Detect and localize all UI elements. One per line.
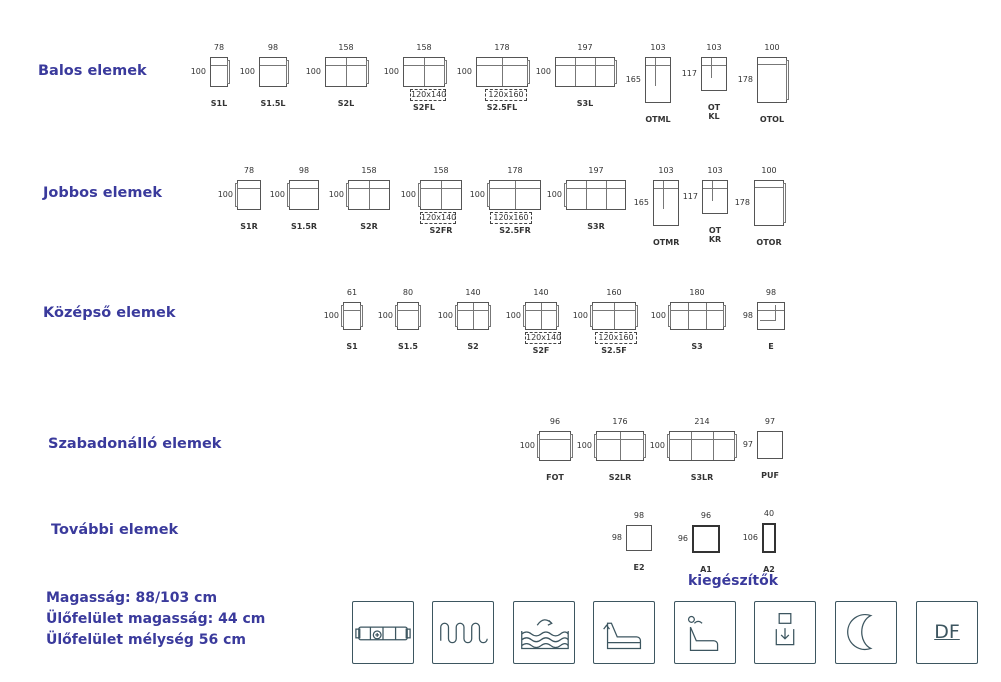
module-outline <box>348 180 390 210</box>
module-outline <box>397 302 419 330</box>
module-seat-divider <box>473 303 474 329</box>
module-code-label: FOT <box>546 473 564 482</box>
module-width-label: 61 <box>346 288 358 297</box>
module-armrest <box>395 305 398 327</box>
module-depth-label: 100 <box>505 311 521 320</box>
spec-seat-height: Ülőfelület magasság: 44 cm <box>46 611 266 627</box>
module-puf <box>727 417 813 491</box>
modular-sofa-icon <box>352 601 414 664</box>
module-width-label: 158 <box>416 43 432 52</box>
module-outline <box>757 302 785 330</box>
module-seat-divider <box>713 432 714 460</box>
module-outline <box>210 57 228 87</box>
module-code-label: S2.5FL <box>486 103 518 112</box>
module-width-label: 78 <box>243 166 255 175</box>
module-outline <box>343 302 361 330</box>
module-armrest <box>537 434 540 458</box>
module-bed-size: 120x160 <box>595 332 637 344</box>
module-corner-line <box>711 58 712 78</box>
module-otor <box>724 166 814 258</box>
module-depth-label: 100 <box>572 311 588 320</box>
module-code-label: S2 <box>467 342 479 351</box>
module-depth-label: 100 <box>328 190 344 199</box>
module-armrest <box>783 183 786 223</box>
module-seat-divider <box>346 58 347 86</box>
module-width-label: 97 <box>764 417 776 426</box>
module-depth-label: 100 <box>650 311 666 320</box>
module-depth-label: 100 <box>649 441 665 450</box>
module-backrest-line <box>290 188 318 189</box>
module-seat-divider <box>706 303 707 329</box>
module-code-label: S2FR <box>429 226 453 235</box>
module-outline <box>757 57 787 103</box>
module-armrest <box>418 183 421 207</box>
module-code-label: S1.5 <box>398 342 418 351</box>
module-width-label: 176 <box>612 417 628 426</box>
module-outline <box>645 57 671 103</box>
module-backrest-line <box>344 310 360 311</box>
module-seat-divider <box>614 303 615 329</box>
module-depth-label: 100 <box>269 190 285 199</box>
module-seat-divider <box>586 181 587 209</box>
module-width-label: 98 <box>298 166 310 175</box>
module-width-label: 158 <box>433 166 449 175</box>
module-depth-label: 165 <box>633 198 649 207</box>
module-outline <box>692 525 720 553</box>
module-outline <box>476 57 528 87</box>
module-seat-divider <box>688 303 689 329</box>
module-code-label: S2F <box>532 346 550 355</box>
module-code-label: S1.5R <box>290 222 318 231</box>
module-width-label: 178 <box>494 43 510 52</box>
module-armrest <box>488 305 491 327</box>
module-backrest-line <box>670 439 734 440</box>
module-seat-divider <box>502 58 503 86</box>
module-e <box>727 288 815 362</box>
module-width-label: 98 <box>765 288 777 297</box>
module-armrest <box>635 305 638 327</box>
module-code-label: S2.5F <box>601 346 627 355</box>
section-title-freestanding: Szabadonálló elemek <box>48 436 222 452</box>
module-width-label: 100 <box>761 166 777 175</box>
module-code-label: S3LR <box>690 473 714 482</box>
module-backrest-line <box>398 310 418 311</box>
module-depth-label: 100 <box>576 441 592 450</box>
module-code-label: OTOR <box>756 238 782 247</box>
module-code-label: PUF <box>761 471 779 480</box>
module-depth-label: 100 <box>383 67 399 76</box>
module-depth-label: 106 <box>742 533 758 542</box>
module-width-label: 140 <box>533 288 549 297</box>
module-depth-label: 100 <box>323 311 339 320</box>
df-logo-text: DF <box>934 621 960 643</box>
module-outline <box>626 525 652 551</box>
module-width-label: 160 <box>606 288 622 297</box>
module-outline <box>754 180 784 226</box>
module-outline <box>325 57 367 87</box>
module-outline <box>669 431 735 461</box>
module-armrest <box>487 183 490 207</box>
module-seat-divider <box>620 432 621 460</box>
module-armrest <box>346 183 349 207</box>
module-outline <box>596 431 644 461</box>
module-depth-label: 165 <box>625 75 641 84</box>
module-corner-line <box>663 181 664 209</box>
module-armrest <box>235 183 238 207</box>
module-armrest <box>455 305 458 327</box>
module-code-label: OTOL <box>759 115 785 124</box>
module-outline <box>670 302 724 330</box>
section-title-right: Jobbos elemek <box>43 185 162 201</box>
module-width-label: 178 <box>507 166 523 175</box>
module-width-label: 98 <box>267 43 279 52</box>
module-code-label: S2L <box>337 99 355 108</box>
module-corner-line <box>655 58 656 86</box>
module-backrest-line <box>646 65 670 66</box>
module-width-label: 103 <box>658 166 674 175</box>
section-title-additional: További elemek <box>51 522 179 538</box>
module-outline <box>762 523 776 553</box>
module-depth-label: 100 <box>190 67 206 76</box>
module-code-label: S1R <box>240 222 258 231</box>
module-width-label: 197 <box>577 43 593 52</box>
module-depth-label: 100 <box>239 67 255 76</box>
module-otol <box>727 43 817 135</box>
module-depth-label: 100 <box>377 311 393 320</box>
module-armrest <box>590 305 593 327</box>
module-armrest <box>723 305 726 327</box>
module-code-label: OT KR <box>708 226 722 244</box>
module-code-label: S2R <box>360 222 378 231</box>
accessories-title: kiegészítők <box>688 573 779 589</box>
module-armrest <box>418 305 421 327</box>
module-width-label: 80 <box>402 288 414 297</box>
module-width-label: 98 <box>633 511 645 520</box>
module-depth-label: 117 <box>682 192 698 201</box>
module-depth-label: 100 <box>519 441 535 450</box>
module-depth-label: 97 <box>742 440 753 449</box>
section-title-middle: Középső elemek <box>43 305 176 321</box>
spring-icon <box>432 601 494 664</box>
module-bed-size: 120x160 <box>485 89 527 101</box>
module-backrest-line <box>260 65 286 66</box>
module-depth-label: 100 <box>217 190 233 199</box>
module-width-label: 103 <box>706 43 722 52</box>
module-seat-divider <box>691 432 692 460</box>
module-backrest-line <box>567 188 625 189</box>
module-armrest <box>564 183 567 207</box>
module-width-label: 197 <box>588 166 604 175</box>
module-depth-label: 100 <box>305 67 321 76</box>
spec-seat-depth: Ülőfelület mélység 56 cm <box>46 632 246 648</box>
module-backrest-line <box>238 188 260 189</box>
module-outline <box>403 57 445 87</box>
module-code-label: A2 <box>763 565 775 574</box>
module-armrest <box>556 305 559 327</box>
module-bed-size: 120x140 <box>526 333 562 342</box>
module-outline <box>566 180 626 210</box>
module-code-label: OT KL <box>707 103 721 121</box>
module-backrest-line <box>758 64 786 65</box>
module-armrest <box>667 434 670 458</box>
module-backrest-line <box>211 65 227 66</box>
module-armrest <box>786 60 789 100</box>
df-logo-icon <box>916 601 978 664</box>
module-depth-label: 100 <box>400 190 416 199</box>
module-backrest-line <box>671 310 723 311</box>
module-outline <box>489 180 541 210</box>
module-outline <box>525 302 557 330</box>
module-depth-label: 100 <box>535 67 551 76</box>
module-width-label: 214 <box>694 417 710 426</box>
module-outline <box>592 302 636 330</box>
module-backrest-line <box>556 65 614 66</box>
module-bed-size: 120x140 <box>421 213 457 222</box>
module-depth-label: 117 <box>681 69 697 78</box>
module-armrest <box>286 60 289 84</box>
module-code-label: E <box>768 342 774 351</box>
module-seat-divider <box>541 303 542 329</box>
module-code-label: A1 <box>700 565 712 574</box>
module-depth-label: 100 <box>546 190 562 199</box>
module-code-label: S3 <box>691 342 703 351</box>
module-seat-divider <box>515 181 516 209</box>
module-outline <box>757 431 783 459</box>
module-backrest-line <box>755 187 783 188</box>
spec-height: Magasság: 88/103 cm <box>46 590 218 606</box>
module-outline <box>420 180 462 210</box>
module-code-label: S2LR <box>608 473 632 482</box>
module-armrest <box>668 305 671 327</box>
module-width-label: 40 <box>763 509 775 518</box>
module-width-label: 103 <box>707 166 723 175</box>
module-armrest <box>341 305 344 327</box>
module-seat-divider <box>424 58 425 86</box>
module-outline <box>701 57 727 91</box>
module-code-label: S3L <box>576 99 594 108</box>
module-outline <box>237 180 261 210</box>
module-depth-label: 96 <box>677 534 688 543</box>
module-armrest <box>366 60 369 84</box>
module-width-label: 96 <box>700 511 712 520</box>
module-outline <box>457 302 489 330</box>
module-armrest <box>287 183 290 207</box>
module-depth-label: 98 <box>611 533 622 542</box>
module-width-label: 103 <box>650 43 666 52</box>
module-bed-size: 120x160 <box>490 212 532 224</box>
module-armrest <box>360 305 363 327</box>
module-armrest <box>523 305 526 327</box>
moon-sleep-icon <box>835 601 897 664</box>
section-title-left: Balos elemek <box>38 63 147 79</box>
module-outline <box>555 57 615 87</box>
module-depth-label: 100 <box>437 311 453 320</box>
module-corner-diagonal <box>760 305 776 321</box>
module-armrest <box>594 434 597 458</box>
module-depth-label: 100 <box>469 190 485 199</box>
module-width-label: 96 <box>549 417 561 426</box>
module-seat-divider <box>606 181 607 209</box>
module-width-label: 100 <box>764 43 780 52</box>
module-width-label: 140 <box>465 288 481 297</box>
module-code-label: E2 <box>633 563 645 572</box>
module-width-label: 158 <box>361 166 377 175</box>
module-depth-label: 178 <box>734 198 750 207</box>
module-depth-label: 178 <box>737 75 753 84</box>
module-code-label: S3R <box>587 222 605 231</box>
adjustable-backrest-icon <box>593 601 655 664</box>
module-corner-line <box>712 181 713 201</box>
module-bed-size: 120x140 <box>411 90 447 99</box>
module-outline <box>259 57 287 87</box>
module-code-label: S1.5L <box>260 99 286 108</box>
module-outline <box>289 180 319 210</box>
module-code-label: S1L <box>210 99 228 108</box>
module-code-label: S2.5FR <box>499 226 531 235</box>
module-code-label: S1 <box>346 342 358 351</box>
storage-box-icon <box>754 601 816 664</box>
module-code-label: OTML <box>645 115 671 124</box>
module-seat-divider <box>441 181 442 209</box>
module-seat-divider <box>595 58 596 86</box>
module-code-label: OTMR <box>653 238 680 247</box>
module-seat-divider <box>369 181 370 209</box>
module-seat-divider <box>575 58 576 86</box>
module-width-label: 158 <box>338 43 354 52</box>
module-backrest-line <box>702 65 726 66</box>
module-width-label: 78 <box>213 43 225 52</box>
module-code-label: S2FL <box>413 103 435 112</box>
headrest-icon <box>674 601 736 664</box>
module-width-label: 180 <box>689 288 705 297</box>
foam-layer-icon <box>513 601 575 664</box>
module-depth-label: 100 <box>456 67 472 76</box>
module-depth-label: 98 <box>742 311 753 320</box>
